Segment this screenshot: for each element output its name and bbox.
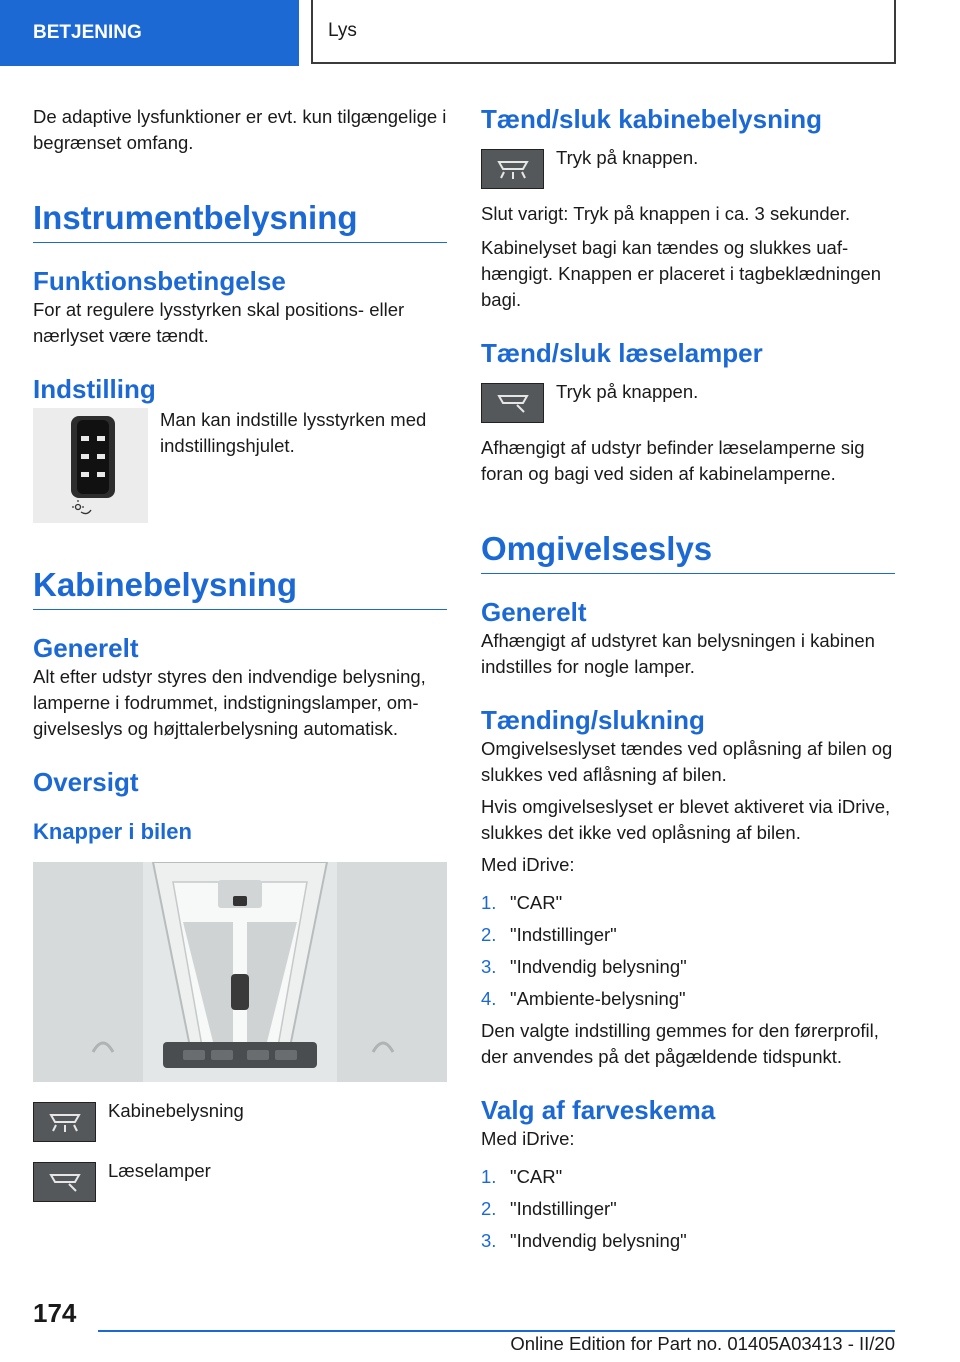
roof-console-image: [33, 862, 447, 1082]
list-item: 1. "CAR": [481, 1166, 563, 1187]
heading-instrumentbelysning: Instrumentbelysning: [33, 198, 447, 243]
valgte-text: Den valgte indstilling gemmes for den førerprofil, der anvendes på det pågældende tidspunkt.: [481, 1020, 879, 1067]
cabin-light-button-icon-2: [481, 149, 544, 189]
chapter-tab: [311, 0, 896, 64]
taend-kabine-row: [481, 149, 895, 189]
list-item: 3. "Indvendig belysning": [481, 1230, 687, 1251]
afhaengigt-text: Afhængigt af udstyr befinder læselamperne sig foran og bagi ved siden af kabinelamperne.: [481, 437, 865, 484]
indstilling-text: Man kan indstille lysstyrken med indstillingshjulet.: [160, 409, 427, 456]
list-item: 2. "Indstillinger": [481, 924, 617, 945]
legend-kabine-label: Kabinebelysning: [108, 1100, 244, 1121]
right-column: [481, 100, 895, 1260]
list-item: 3. "Indvendig belysning": [481, 956, 687, 977]
heading-indstilling: Indstilling: [33, 374, 156, 404]
legend-kabine-row: [33, 1102, 447, 1142]
taend-laese-row: [481, 383, 895, 423]
list-item: 4. "Ambiente-belysning": [481, 988, 686, 1009]
page-number: 174: [33, 1298, 77, 1328]
taending-text: Omgivelseslyset tændes ved oplåsning af bilen og slukkes ved aflåsning af bilen.: [481, 738, 893, 785]
cabin-light-button-icon: [33, 1102, 96, 1142]
heading-omgivelseslys: Omgivelseslys: [481, 529, 895, 574]
chapter-title: Lys: [328, 20, 357, 41]
list-item: 1. "CAR": [481, 892, 563, 913]
heading-generelt: Generelt: [33, 633, 139, 663]
legend-laese-label: Læselamper: [108, 1160, 211, 1181]
kabinelys-text: Kabinelyset bagi kan tændes og slukkes uaf-hængigt. Knappen er placeret i tagbeklædningen bagi.: [481, 237, 882, 310]
generelt2-text: Afhængigt af udstyret kan belysningen i kabinen indstilles for nogle lamper.: [481, 630, 875, 677]
slut-text: Slut varigt: Tryk på knappen i ca. 3 sekunder.: [481, 203, 851, 224]
heading-taend-laese: Tænd/sluk læselamper: [481, 338, 763, 368]
intro-text: De adaptive lysfunktioner er evt. kun tilgængelige i begrænset omfang.: [33, 106, 447, 153]
roof-console-illustration-icon: [33, 862, 447, 1082]
generelt-text: Alt efter udstyr styres den indvendige belysning, lamperne i fodrummet, indstigningslamper, om-givelseslys og højttalerbelysning automatisk.: [33, 666, 426, 739]
section-title: BETJENING: [33, 22, 142, 43]
section-tab: [0, 0, 299, 66]
dimmer-block: [33, 405, 447, 523]
footer-divider: [98, 1330, 895, 1332]
hvis-text: Hvis omgivelseslyset er blevet aktiveret via iDrive, slukkes det ikke ved oplåsning af bilen.: [481, 796, 891, 843]
heading-funktionsbetingelse: Funktionsbetingelse: [33, 266, 286, 296]
heading-generelt-2: Generelt: [481, 597, 587, 627]
tryk-text-2: Tryk på knappen.: [556, 381, 699, 402]
med-idrive-text-2: Med iDrive:: [481, 1128, 575, 1149]
tryk-text-1: Tryk på knappen.: [556, 147, 699, 168]
reading-light-button-icon: [33, 1162, 96, 1202]
heading-valg-farveskema: Valg af farveskema: [481, 1095, 716, 1125]
heading-oversigt: Oversigt: [33, 767, 139, 797]
heading-kabinebelysning: Kabinebelysning: [33, 565, 447, 610]
list-item: 2. "Indstillinger": [481, 1198, 617, 1219]
idrive-list-2: [481, 1164, 895, 1254]
heading-taending: Tænding/slukning: [481, 705, 705, 735]
dimmer-wheel-image: [33, 408, 148, 523]
heading-knapper: Knapper i bilen: [33, 819, 192, 844]
reading-light-button-icon-2: [481, 383, 544, 423]
edition-text: Online Edition for Part no. 01405A03413 - II/20: [510, 1333, 895, 1354]
funktion-text: For at regulere lysstyrken skal positions- eller nærlyset være tændt.: [33, 299, 405, 346]
med-idrive-text-1: Med iDrive:: [481, 854, 575, 875]
left-column: [33, 100, 447, 1202]
dimmer-wheel-icon: [33, 408, 148, 523]
heading-taend-kabine: Tænd/sluk kabinebelysning: [481, 104, 822, 134]
idrive-list-1: [481, 890, 895, 1012]
legend-laese-row: [33, 1162, 447, 1202]
